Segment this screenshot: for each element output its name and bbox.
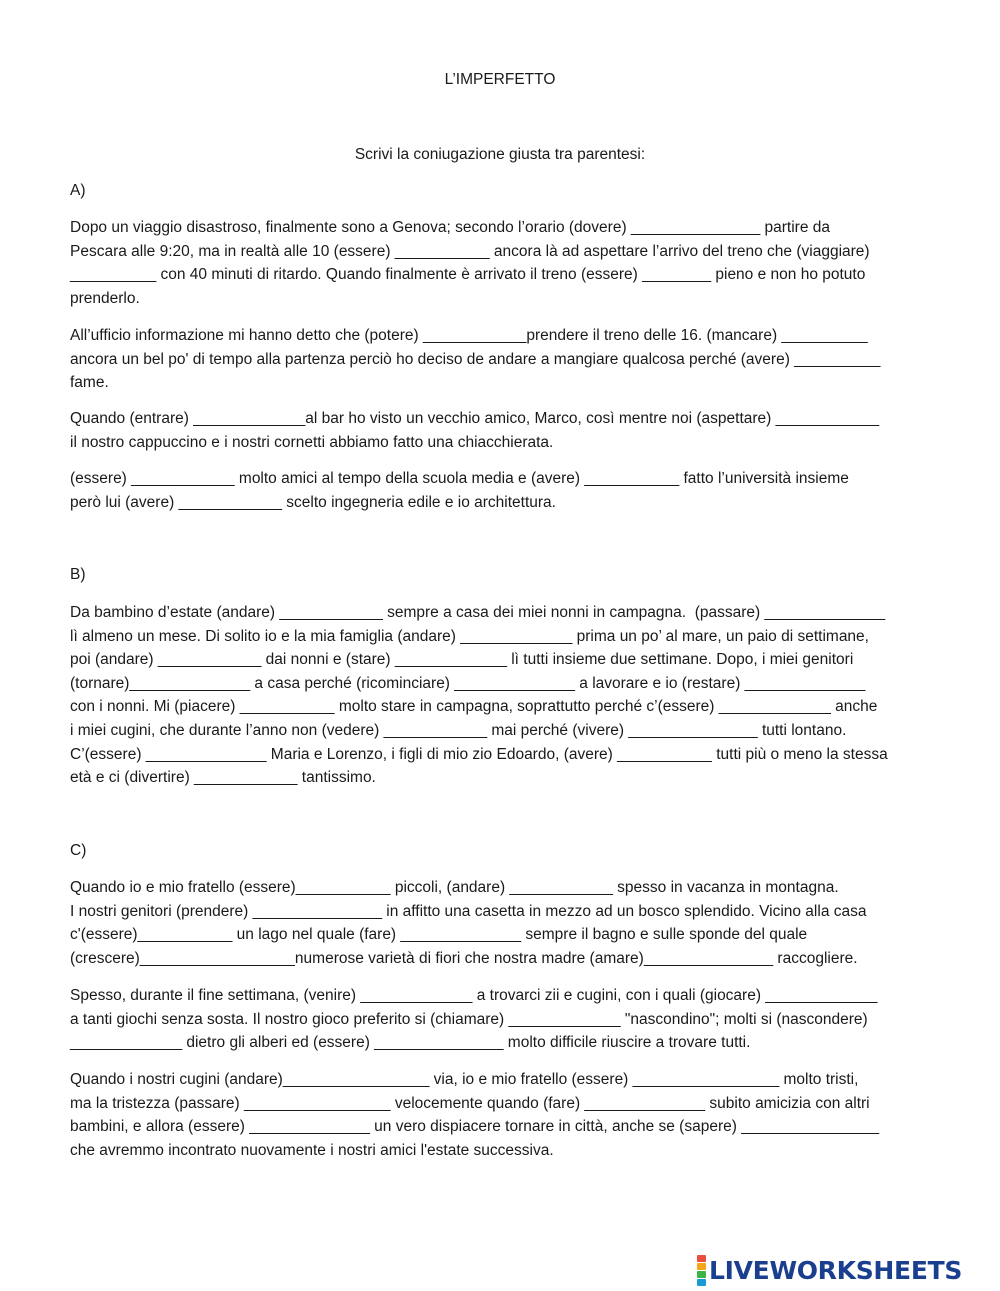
text-line: c'(essere)___________ un lago nel quale (fare) ______________ sempre il bagno e sulle sponde del quale [70, 926, 808, 944]
text-line: _____________ dietro gli alberi ed (essere) _______________ molto difficile riuscire a trovare tutti. [70, 1034, 751, 1052]
text-line: prenderlo. [70, 289, 140, 307]
text-line: (essere) ____________ molto amici al tempo della scuola media e (avere) ___________ fatto l’università insieme [70, 470, 849, 487]
text-line: il nostro cappuccino e i nostri cornetti abbiamo fatto una chiacchierata. [70, 433, 554, 451]
text-line: __________ con 40 minuti di ritardo. Quando finalmente è arrivato il treno (essere) ________ pieno e non ho potuto [70, 266, 866, 284]
text-line: però lui (avere) ____________ scelto ingegneria edile e io architettura. [70, 493, 556, 511]
section-a-paragraph-2 [70, 324, 930, 395]
section-a-label: A) [70, 182, 86, 199]
logo-mark-icon [697, 1255, 706, 1286]
section-a-paragraph-4 [70, 467, 930, 514]
section-a-paragraph-1 [70, 216, 930, 310]
section-c-paragraph-2 [70, 984, 930, 1055]
section-b-label: B) [70, 566, 86, 583]
section-a-paragraph-3 [70, 407, 930, 454]
section-c-label: C) [70, 842, 87, 859]
text-line: C’(essere) ______________ Maria e Lorenzo, i figli di mio zio Edoardo, (avere) ___________ tutti più o meno la stessa [70, 745, 888, 763]
text-line: poi (andare) ____________ dai nonni e (stare) _____________ lì tutti insieme due settimane. Dopo, i miei genitori [70, 651, 854, 669]
liveworksheets-logo [697, 1255, 962, 1285]
instruction: Scrivi la coniugazione giusta tra parentesi: [354, 146, 646, 163]
text-line: ancora un bel po' di tempo alla partenza perciò ho deciso de andare a mangiare qualcosa perché (avere) __________ [70, 350, 881, 368]
page-title: L’IMPERFETTO [444, 71, 556, 88]
text-line: bambini, e allora (essere) ______________ un vero dispiacere tornare in città, anche se (sapere) ________________ [70, 1118, 880, 1136]
text-line: All’ufficio informazione mi hanno detto che (potere) ____________prendere il treno delle 16. (mancare) __________ [70, 327, 868, 344]
text-line: Da bambino d’estate (andare) ____________ sempre a casa dei miei nonni in campagna. (passare) ______________ [70, 604, 886, 621]
text-line: fame. [70, 374, 109, 392]
text-line: età e ci (divertire) ____________ tantissimo. [70, 769, 376, 787]
text-line: Pescara alle 9:20, ma in realtà alle 10 (essere) ___________ ancora là ad aspettare l’arrivo del treno che (viaggiare) [70, 242, 870, 260]
text-line: Quando i nostri cugini (andare)_________________ via, io e mio fratello (essere) _________________ molto tristi, [70, 1071, 859, 1088]
logo-block [697, 1255, 706, 1262]
logo-block [697, 1263, 706, 1270]
text-line: I nostri genitori (prendere) _______________ in affitto una casetta in mezzo ad un bosco splendido. Vicino alla casa [70, 902, 867, 920]
text-line: Quando (entrare) _____________al bar ho visto un vecchio amico, Marco, così mentre noi (aspettare) ____________ [70, 410, 880, 427]
text-line: con i nonni. Mi (piacere) ___________ molto stare in campagna, soprattutto perché c’(essere) _____________ anche [70, 698, 878, 716]
section-c-paragraph-1 [70, 876, 930, 970]
text-line: a tanti giochi senza sosta. Il nostro gioco preferito si (chiamare) _____________ "nascondino"; molti si (nascondere) [70, 1010, 868, 1028]
logo-block [697, 1271, 706, 1278]
text-line: lì almeno un mese. Di solito io e la mia famiglia (andare) _____________ prima un po’ al mare, un paio di settimane, [70, 627, 869, 645]
text-line: ma la tristezza (passare) _________________ velocemente quando (fare) ______________ subito amicizia con altri [70, 1094, 870, 1112]
text-line: che avremmo incontrato nuovamente i nostri amici l'estate successiva. [70, 1141, 554, 1159]
text-line: (tornare)______________ a casa perché (ricominciare) ______________ a lavorare e io (restare) ______________ [70, 674, 866, 692]
text-line: Spesso, durante il fine settimana, (venire) _____________ a trovarci zii e cugini, con i quali (giocare) _____________ [70, 987, 878, 1004]
logo-block [697, 1279, 706, 1286]
logo-text: LIVEWORKSHEETS [709, 1255, 963, 1285]
text-line: i miei cugini, che durante l’anno non (vedere) ____________ mai perché (vivere) _______________ tutti lontano. [70, 721, 847, 739]
text-line: Quando io e mio fratello (essere)___________ piccoli, (andare) ____________ spesso in vacanza in montagna. [70, 879, 839, 896]
section-c-paragraph-3 [70, 1068, 930, 1162]
section-b-paragraph-1 [70, 601, 930, 790]
text-line: (crescere)__________________numerose varietà di fiori che nostra madre (amare)_______________ raccogliere. [70, 949, 858, 967]
text-line: Dopo un viaggio disastroso, finalmente sono a Genova; secondo l’orario (dovere) _______________ partire da [70, 219, 830, 236]
